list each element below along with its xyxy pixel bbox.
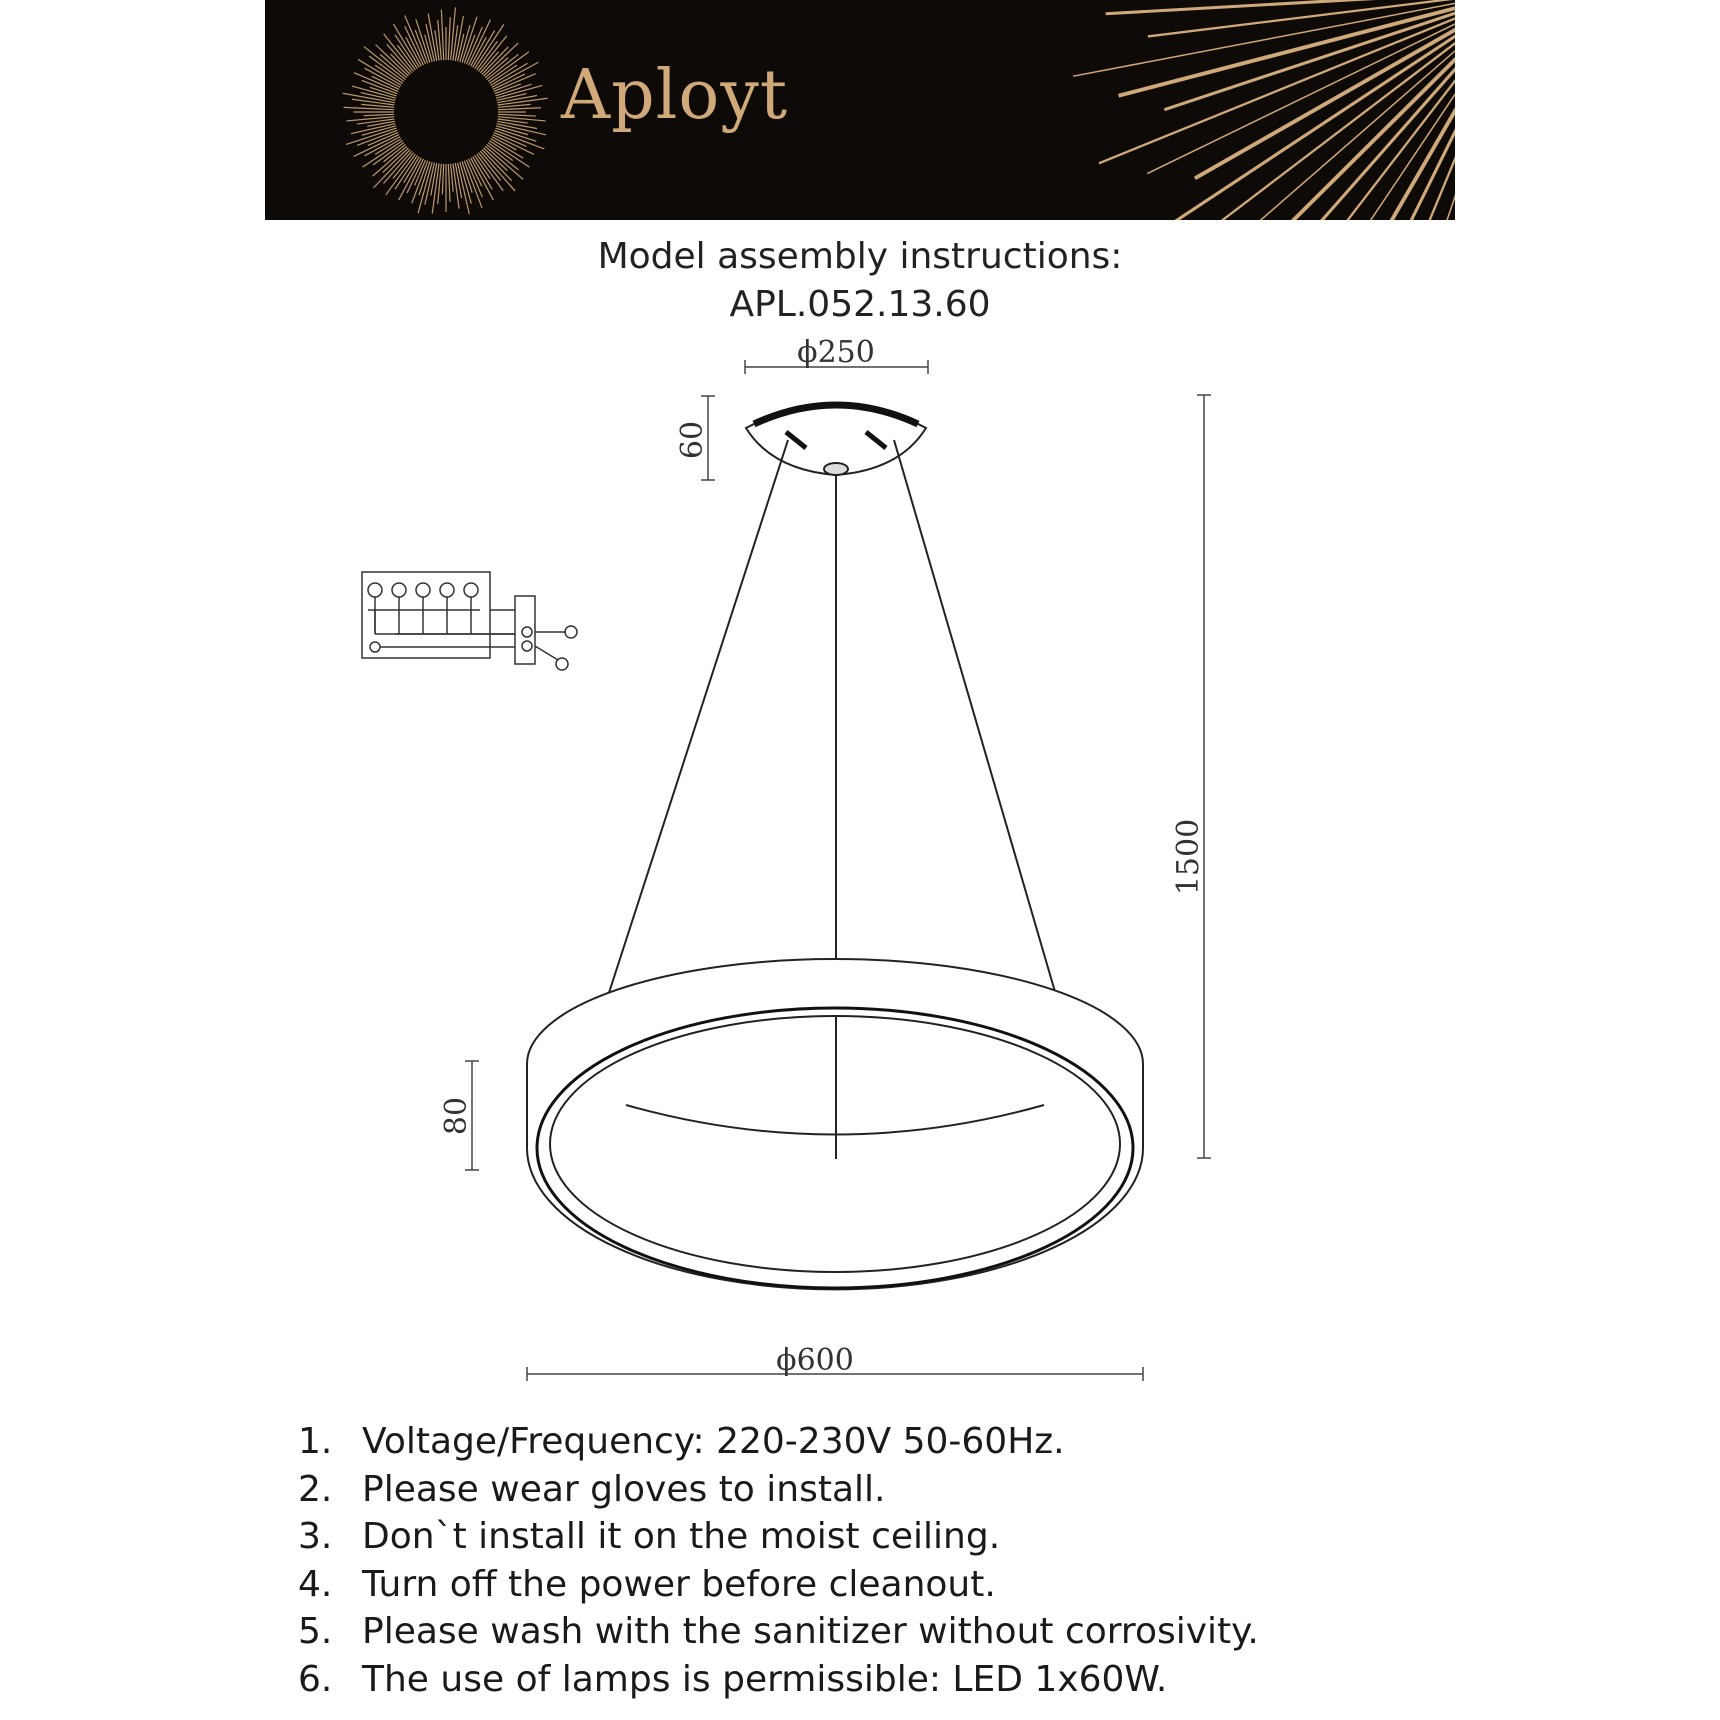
canopy-knob: [824, 463, 848, 475]
wire-terminal: [464, 583, 478, 597]
wire-terminal: [565, 626, 577, 638]
brand-logo-text: Aployt: [561, 56, 789, 135]
wiring-diagram: [362, 572, 577, 670]
note-item: 1. Voltage/Frequency: 220-230V 50-60Hz.: [298, 1421, 1065, 1462]
note-item: 4. Turn off the power before cleanout.: [298, 1563, 996, 1605]
dim-total-height: 1500: [1171, 818, 1206, 896]
wire-terminal: [392, 583, 406, 597]
wire-terminal: [556, 658, 568, 670]
wire-terminal: [440, 583, 454, 597]
note-item: 5. Please wash with the sanitizer without corrosivity.: [298, 1611, 1259, 1653]
wire-terminal: [368, 583, 382, 597]
suspension-cable-left: [606, 440, 788, 1002]
note-item: 2. Please wear gloves to install.: [298, 1468, 886, 1510]
wire-terminal: [522, 627, 532, 637]
wire-terminal: [416, 583, 430, 597]
note-item: 3. Don`t install it on the moist ceiling.: [298, 1516, 1001, 1558]
dim-canopy-height: 60: [675, 420, 710, 460]
note-item: 6. The use of lamps is permissible: LED 1x60W.: [298, 1658, 1168, 1700]
model-number: APL.052.13.60: [729, 284, 991, 325]
instruction-notes: [298, 1418, 1259, 1704]
dim-ring-diameter: ϕ600: [776, 1343, 854, 1378]
dim-canopy-diameter: ϕ250: [797, 335, 875, 370]
wire-terminal: [370, 642, 380, 652]
document-title: Model assembly instructions:: [597, 236, 1123, 277]
dim-ring-height: 80: [439, 1096, 474, 1136]
wire-terminal: [522, 641, 532, 651]
suspension-cable-right: [894, 440, 1058, 1002]
